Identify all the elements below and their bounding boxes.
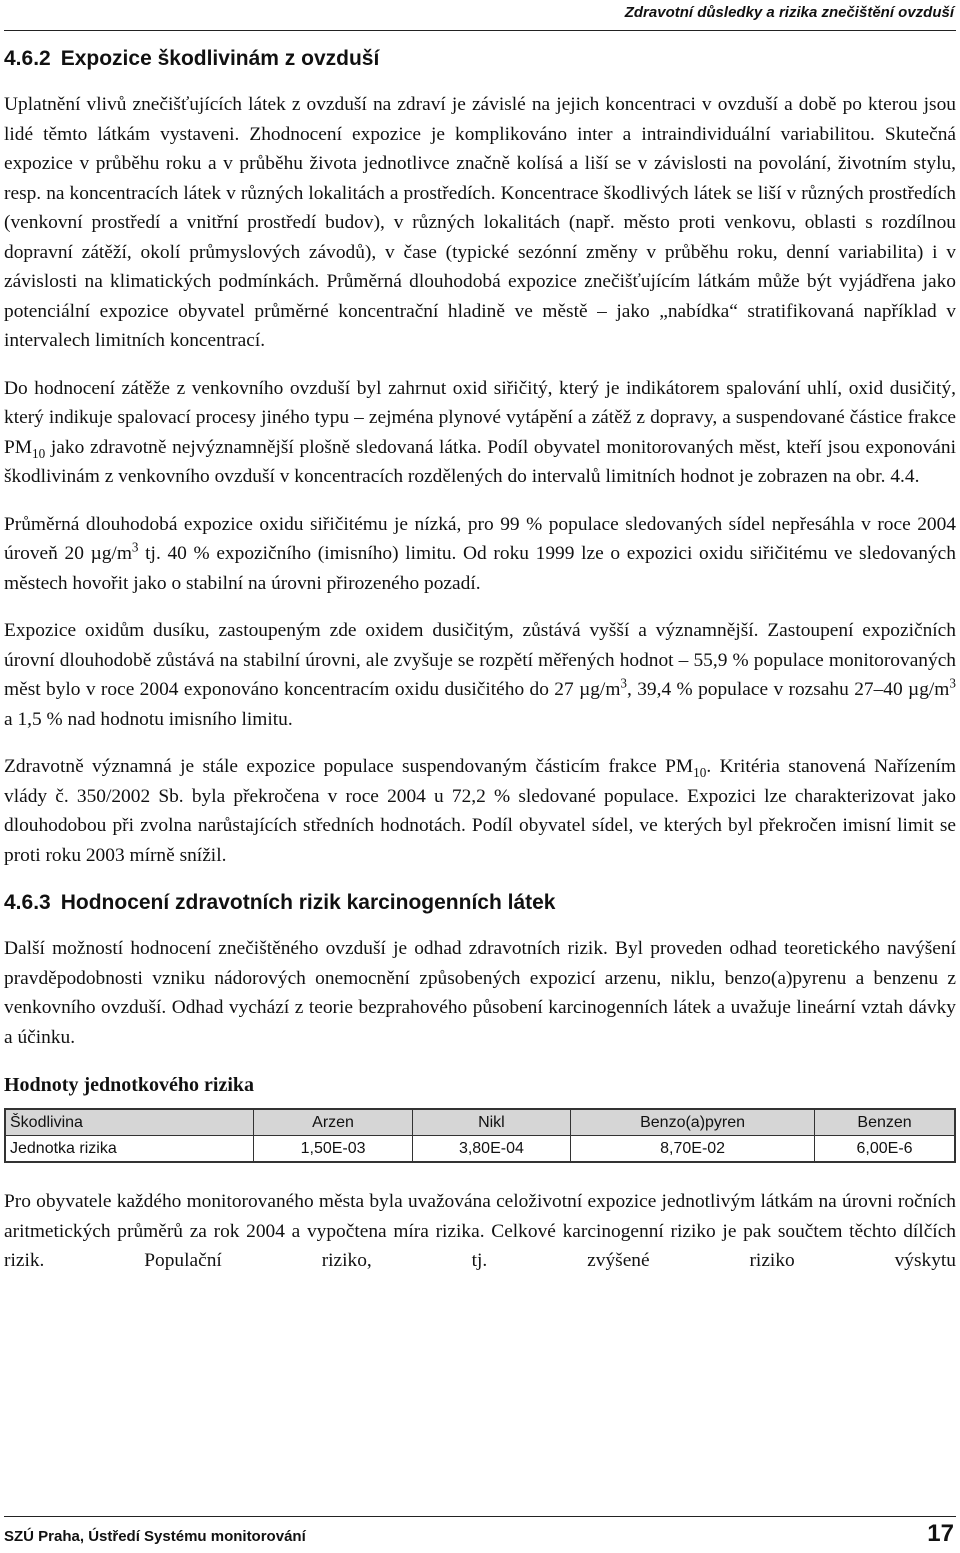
superscript-3: 3 — [620, 675, 627, 691]
footer-rule — [4, 1516, 956, 1517]
subscript-10: 10 — [32, 445, 46, 461]
table-cell: 8,70E-02 — [571, 1136, 815, 1163]
subscript-10: 10 — [693, 764, 707, 780]
table-header-cell: Škodlivina — [5, 1109, 254, 1136]
section-heading-463 — [4, 888, 956, 918]
footer-institution: SZÚ Praha, Ústředí Systému monitorování — [4, 1528, 306, 1545]
section-number: 4.6.2 — [4, 47, 51, 70]
paragraph-exposure-intro: Uplatnění vlivů znečišťujících látek z ovzduší na zdraví je závislé na jejich koncentraci v ovzduší a době po kterou jsou lidé těmto látkám vystaveni. Zhodnocení expozice je komplikováno inter a intraindividuální variabilitou. Skutečná expozice v průběhu roku a v průběhu života jednotlivce značně kolísá a liší se v závislosti na povolání, životním stylu, resp. na koncentracích látek v různých lokalitách a prostředích. Koncentrace škodlivých látek se liší v různých prostředích (venkovní prostředí a vnitřní prostředí budov), v různých lokalitách (např. město proti venkovu, oblasti s rozdílnou dopravní zátěží, okolí průmyslových závodů), v čase (typické sezónní změny v průběhu roku, denní variabilita) i v závislosti na klimatických podmínkách. Průměrná dlouhodobá expozice znečišťujícím látkám může být vyjádřena jako potenciální expozice obyvatel průměrné koncentrační hladině ve městě – jako „nabídka“ stratifikovaná například v intervalech limitních koncentrací. — [4, 94, 956, 351]
superscript-3: 3 — [131, 539, 139, 555]
table-cell: 6,00E-6 — [815, 1136, 955, 1163]
section-heading-462 — [4, 44, 956, 74]
paragraph-risk-intro: Další možností hodnocení znečištěného ovzduší je odhad zdravotních rizik. Byl proveden odhad teoretického navýšení pravděpodobnosti vzniku nádorových onemocnění způsobených expozicí arzenu, niklu, benzo(a)pyrenu a benzenu z venkovního ovzduší. Odhad vychází z teorie bezprahového působení karcinogenních látek a uvažuje lineární vztah dávky a účinku. — [4, 938, 956, 1048]
table-header-cell: Benzen — [815, 1109, 955, 1136]
header-rule — [4, 30, 956, 31]
table-cell: 1,50E-03 — [254, 1136, 412, 1163]
page-content — [4, 44, 956, 1276]
table-cell: 3,80E-04 — [412, 1136, 570, 1163]
table-header-cell: Nikl — [412, 1109, 570, 1136]
table-title: Hodnoty jednotkového rizika — [4, 1074, 255, 1096]
section-number: 4.6.3 — [4, 891, 51, 914]
paragraph-no2: Expozice oxidům dusíku, zastoupeným zde oxidem dusičitým, zůstává vyšší a významnější. Zastoupení expozičních úrovní dlouhodobě zůstává na stabilní úrovni, ale zvyšuje se rozpětí měřených hodnot – 55,9 % populace monitorovaných měst bylo v roce 2004 exponováno koncentracím oxidu dusičitého do 27 $\mu g/m^3$, 39,4 % populace v rozsahu 27–40 $\mu g/m^3$ a 1,5 % nad hodnotu imisního limitu. — [4, 620, 956, 730]
section-title: Expozice škodlivinám z ovzduší — [60, 47, 380, 70]
section-title: Hodnocení zdravotních rizik karcinogenních látek — [60, 891, 556, 914]
paragraph-lifetime-exposure: Pro obyvatele každého monitorovaného města byla uvažována celoživotní expozice jednotlivým látkám na úrovni ročních aritmetických průměrů za rok 2004 a vypočtena míra rizika. Celkové karcinogenní riziko je pak součtem těchto dílčích rizik. Populační riziko, tj. zvýšené riziko výskytu — [4, 1191, 956, 1271]
table-header-row — [5, 1109, 955, 1136]
table-cell: Jednotka rizika — [5, 1136, 254, 1163]
paragraph-so2: Průměrná dlouhodobá expozice oxidu siřičitému je nízká, pro 99 % populace sledovaných sídel nepřesáhla v roce 2004 úroveň 20 $\mu g/m^3$ tj. 40 % expozičního (imisního) limitu. Od roku 1999 lze o expozici oxidu siřičitému ve sledovaných městech hovořit jako o stabilní na úrovni přirozeného pozadí. — [4, 513, 956, 594]
superscript-3: 3 — [949, 675, 956, 691]
table-header-cell: Benzo(a)pyren — [571, 1109, 815, 1136]
page-number: 17 — [927, 1520, 954, 1547]
paragraph-assessment-substances: Do hodnocení zátěže z venkovního ovzduší byl zahrnut oxid siřičitý, který je indikátorem spalování uhlí, oxid dusičitý, který indikuje spalovací procesy jiného typu – zejména plynové vytápění a zátěž z dopravy, a suspendované částice frakce $PM_{10}$ jako zdravotně nejvýznamnější plošně sledovaná látka. Podíl obyvatel monitorovaných měst, kteří jsou exponováni škodlivinám z venkovního ovzduší v koncentracích rozdělených do intervalů limitních hodnot je zobrazen na obr. 4.4. — [4, 377, 956, 487]
paragraph-pm10: Zdravotně významná je stále expozice populace suspendovaným částicím frakce $PM_{10}$. Kritéria stanovená Nařízením vlády č. 350/2002 Sb. byla překročena v roce 2004 u 72,2 % sledované populace. Expozici lze charakterizovat jako dlouhodobou při zvolna narůstajících středních hodnotách. Podíl obyvatel sídel, ve kterých byl překročen imisní limit se proti roku 2003 mírně snížil. — [4, 756, 956, 866]
table-header-cell: Arzen — [254, 1109, 412, 1136]
unit-risk-table — [4, 1108, 956, 1163]
running-header: Zdravotní důsledky a rizika znečištění ovzduší — [624, 4, 954, 21]
table-row — [5, 1136, 955, 1163]
